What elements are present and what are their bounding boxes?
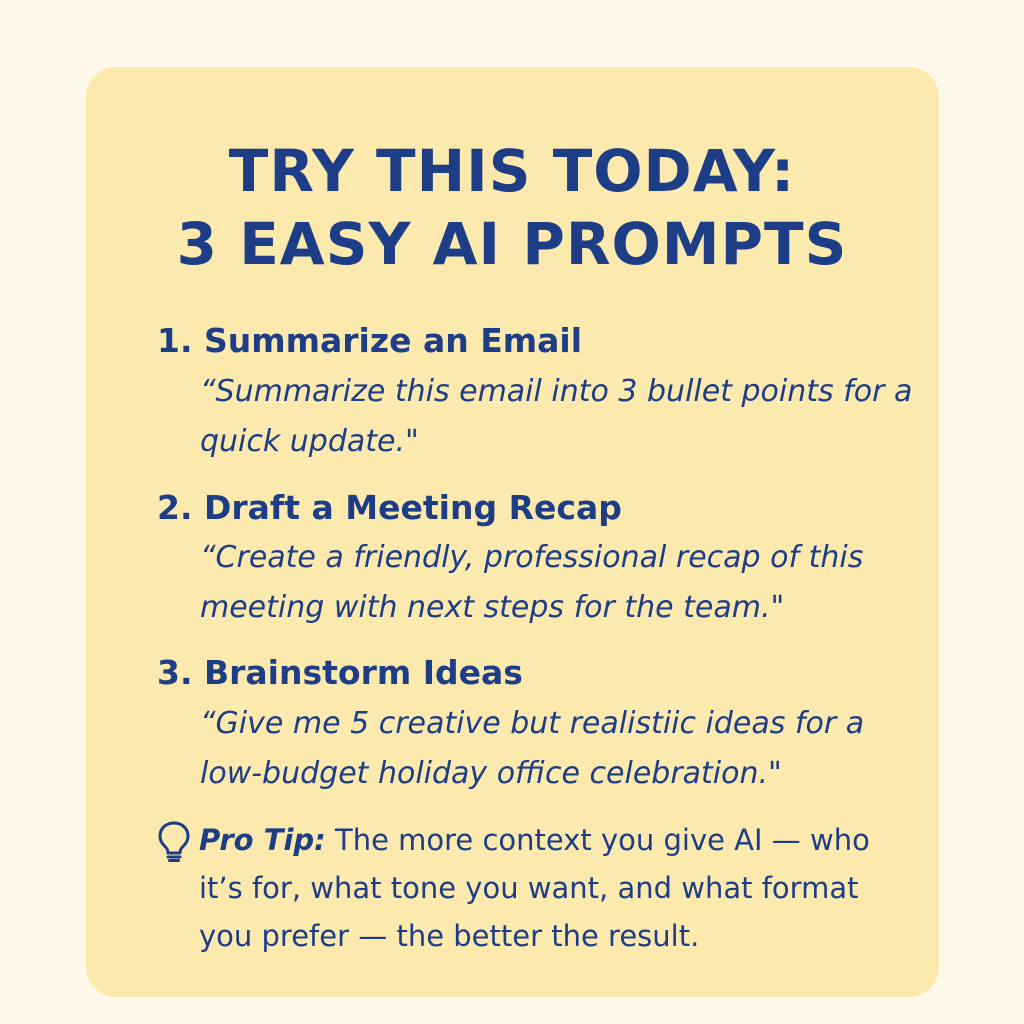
prompt-3-text: “Give me 5 creative but realistiic ideas for a low-budget holiday office celebration." xyxy=(200,706,865,791)
lightbulb-icon xyxy=(157,820,191,864)
prompt-3-heading: 3. Brainstorm Ideas xyxy=(157,653,523,692)
pro-tip-label: Pro Tip: xyxy=(199,823,326,857)
prompt-2-text: “Create a friendly, professional recap of this meeting with next steps for the team." xyxy=(200,540,864,625)
pro-tip-text: The more context you give AI — who it’s for, what tone you want, and what format you prefer — the better the result. xyxy=(199,823,870,953)
title-line-2: 3 EASY AI PROMPTS xyxy=(176,210,848,278)
pro-tip xyxy=(199,816,919,960)
prompt-1-heading: 1. Summarize an Email xyxy=(157,321,583,360)
prompt-1-text: “Summarize this email into 3 bullet points for a quick update." xyxy=(200,374,913,459)
prompt-2-heading: 2. Draft a Meeting Recap xyxy=(157,488,622,527)
title-line-1: TRY THIS TODAY: xyxy=(228,137,796,205)
